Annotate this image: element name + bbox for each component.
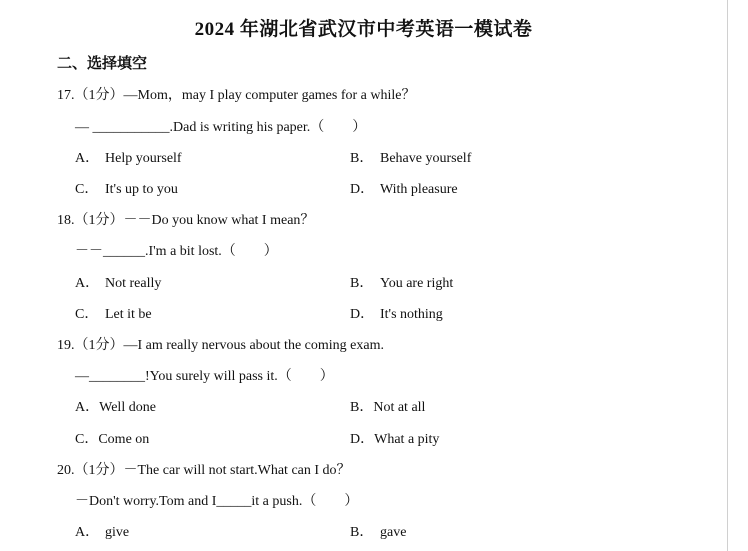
- question-20-response: －Don't worry.Tom and I_____it a push.（ ）: [75, 494, 359, 509]
- question-19-option-d[interactable]: D．What a pity: [350, 432, 440, 447]
- question-20-option-b[interactable]: B． gave: [350, 525, 407, 540]
- question-19-response: —________!You surely will pass it.（ ）: [75, 369, 334, 384]
- question-19-stem: 19.（1分）—I am really nervous about the coming exam.: [57, 338, 384, 353]
- question-18-response: －－______.I'm a bit lost.（ ）: [75, 244, 278, 259]
- question-19-option-a[interactable]: A．Well done: [75, 400, 156, 415]
- question-20-option-a[interactable]: A． give: [75, 525, 130, 540]
- exam-title: 2024 年湖北省武汉市中考英语一模试卷: [194, 19, 533, 40]
- page-edge-divider: [727, 0, 728, 551]
- question-17-option-c[interactable]: C． It's up to you: [75, 182, 178, 197]
- question-18-option-c[interactable]: C． Let it be: [75, 307, 152, 322]
- question-18-option-b[interactable]: B． You are right: [350, 276, 454, 291]
- question-18-option-a[interactable]: A． Not really: [75, 276, 162, 291]
- question-18-option-d[interactable]: D． It's nothing: [350, 307, 443, 322]
- question-19-option-b[interactable]: B．Not at all: [350, 400, 426, 415]
- question-17-option-b[interactable]: B． Behave yourself: [350, 151, 472, 166]
- question-17-option-a[interactable]: A． Help yourself: [75, 151, 182, 166]
- question-17-stem: 17.（1分）—Mom，may I play computer games for a while？: [57, 88, 416, 103]
- question-20-stem: 20.（1分）－The car will not start.What can I do？: [57, 463, 351, 478]
- question-17-option-d[interactable]: D． With pleasure: [350, 182, 458, 197]
- question-18-stem: 18.（1分）－－Do you know what I mean？: [57, 213, 315, 228]
- question-17-response: — ___________.Dad is writing his paper.（ ）: [75, 120, 367, 135]
- section-heading: 二、选择填空: [57, 56, 148, 72]
- question-19-option-c[interactable]: C．Come on: [75, 432, 150, 447]
